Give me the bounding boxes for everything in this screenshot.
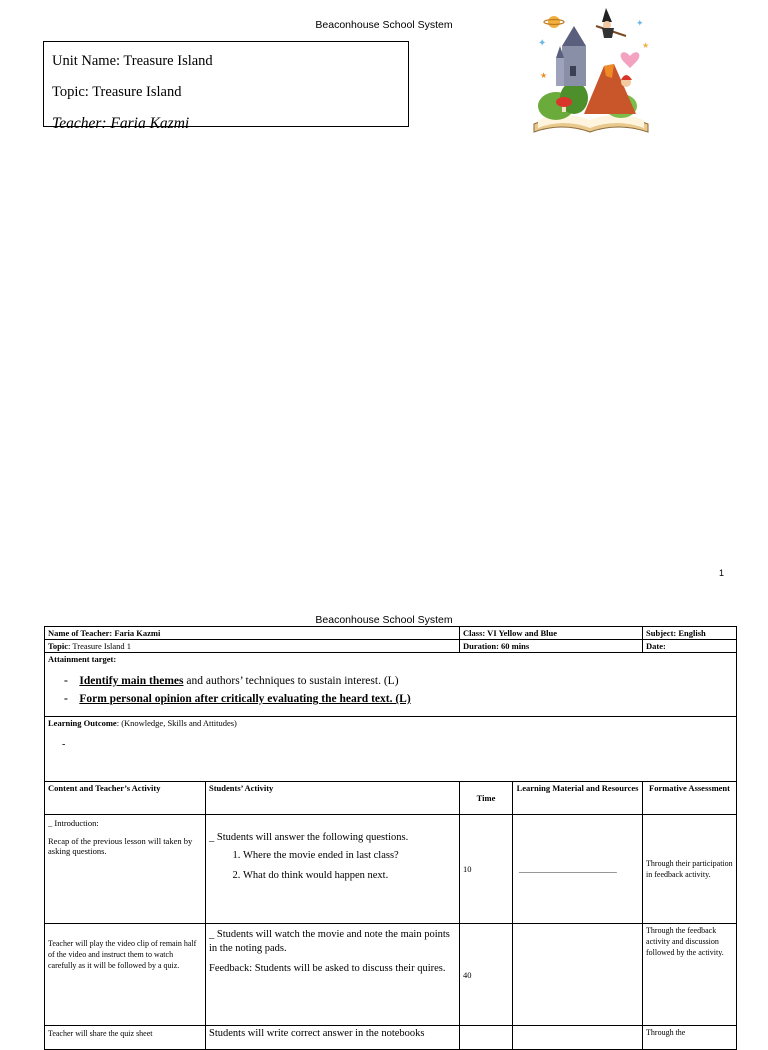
dash: - — [64, 675, 68, 687]
meta-row-topic — [45, 640, 737, 653]
row2-materials — [513, 924, 643, 1026]
table-row — [45, 924, 737, 1026]
col-content: Content and Teacher’s Activity — [45, 782, 206, 815]
meta-row-teacher — [45, 627, 737, 640]
learning-outcome-cell — [45, 717, 737, 782]
learning-outcome-rest: : (Knowledge, Skills and Attitudes) — [116, 718, 237, 728]
row1-question-list — [209, 849, 456, 883]
topic-cell — [45, 640, 460, 653]
class-cell — [460, 627, 643, 640]
row3-content: Teacher will share the quiz sheet — [45, 1026, 206, 1050]
row1-time: 10 — [460, 815, 513, 924]
page-number: 1 — [719, 568, 725, 578]
row1-assessment: Through their participation in feedback activity. — [643, 815, 737, 924]
attainment-row — [45, 653, 737, 717]
row1-content-title: _ Introduction: — [48, 818, 99, 828]
duration-value: Duration: 60 mins — [463, 641, 530, 651]
topic-value: : Treasure Island 1 — [68, 641, 132, 651]
col-materials: Learning Material and Resources — [513, 782, 643, 815]
learning-outcome-row — [45, 717, 737, 782]
dash: - — [64, 693, 68, 705]
row2-students — [206, 924, 460, 1026]
date-label: Date: — [646, 641, 666, 651]
school-header: Beaconhouse School System — [315, 19, 453, 31]
row3-time — [460, 1026, 513, 1050]
col-students: Students’ Activity — [206, 782, 460, 815]
row3-assessment: Through the — [643, 1026, 737, 1050]
row1-materials: _______________________ — [513, 815, 643, 924]
svg-text:★: ★ — [540, 71, 548, 80]
svg-text:✦: ✦ — [538, 38, 547, 49]
col-assessment: Formative Assessment — [643, 782, 737, 815]
learning-outcome-label: Learning Outcome — [48, 718, 117, 728]
unit-name: Unit Name: Treasure Island — [52, 53, 213, 69]
row2-students-intro: _ Students will watch the movie and note the main points in the noting pads. — [209, 929, 450, 954]
class-value: Class: VI Yellow and Blue — [463, 628, 558, 638]
row2-content: Teacher will play the video clip of remain half of the video and instruct them to watch carefully as it will be followed by a quiz. — [45, 924, 206, 1026]
duration-cell — [460, 640, 643, 653]
subject-cell — [643, 627, 737, 640]
attainment-rest-1: and authors’ techniques to sustain interest. (L) — [183, 675, 399, 687]
row3-students: Students will write correct answer in the notebooks — [206, 1026, 460, 1050]
row2-assessment: Through the feedback activity and discussion followed by the activity. — [643, 924, 737, 1026]
table-row — [45, 1026, 737, 1050]
topic-label: Topic — [48, 641, 69, 651]
date-cell — [643, 640, 737, 653]
row3-materials — [513, 1026, 643, 1050]
attainment-bold-1: Identify main themes — [79, 675, 184, 687]
row1-students-intro: _ Students will answer the following questions. — [209, 832, 409, 843]
subject-value: Subject: English — [646, 628, 706, 638]
unit-info-box — [43, 41, 409, 132]
teacher-name: Teacher: Faria Kazmi — [52, 115, 190, 132]
attainment-cell — [45, 653, 737, 717]
column-header-row — [45, 782, 737, 815]
svg-text:★: ★ — [642, 41, 650, 50]
list-item: 1. Where the movie ended in last class? — [243, 849, 456, 863]
lesson-plan — [44, 626, 737, 1050]
row1-content-body: Recap of the previous lesson will taken by asking questions. — [48, 836, 193, 856]
row2-time: 40 — [460, 924, 513, 1026]
table-row — [45, 815, 737, 924]
attainment-line-1 — [48, 672, 733, 690]
row2-students-feedback: Feedback: Students will be asked to discuss their quires. — [209, 963, 446, 974]
row1-content — [45, 815, 206, 924]
storybook-illustration — [526, 6, 656, 136]
list-item: 2. What do think would happen next. — [243, 869, 456, 883]
svg-text:✦: ✦ — [636, 18, 644, 28]
school-header-page2: Beaconhouse School System — [315, 614, 453, 626]
topic: Topic: Treasure Island — [52, 84, 182, 100]
col-time: Time — [460, 782, 513, 815]
attainment-bold-2: Form personal opinion after critically evaluating the heard text. (L) — [79, 693, 411, 705]
learning-outcome-bullet: - — [62, 739, 66, 750]
row1-students — [206, 815, 460, 924]
attainment-label: Attainment target: — [48, 654, 117, 664]
learning-outcome-heading — [48, 718, 733, 728]
name-of-teacher: Name of Teacher: Faria Kazmi — [48, 628, 161, 638]
attainment-line-2 — [48, 690, 733, 708]
name-of-teacher-cell — [45, 627, 460, 640]
